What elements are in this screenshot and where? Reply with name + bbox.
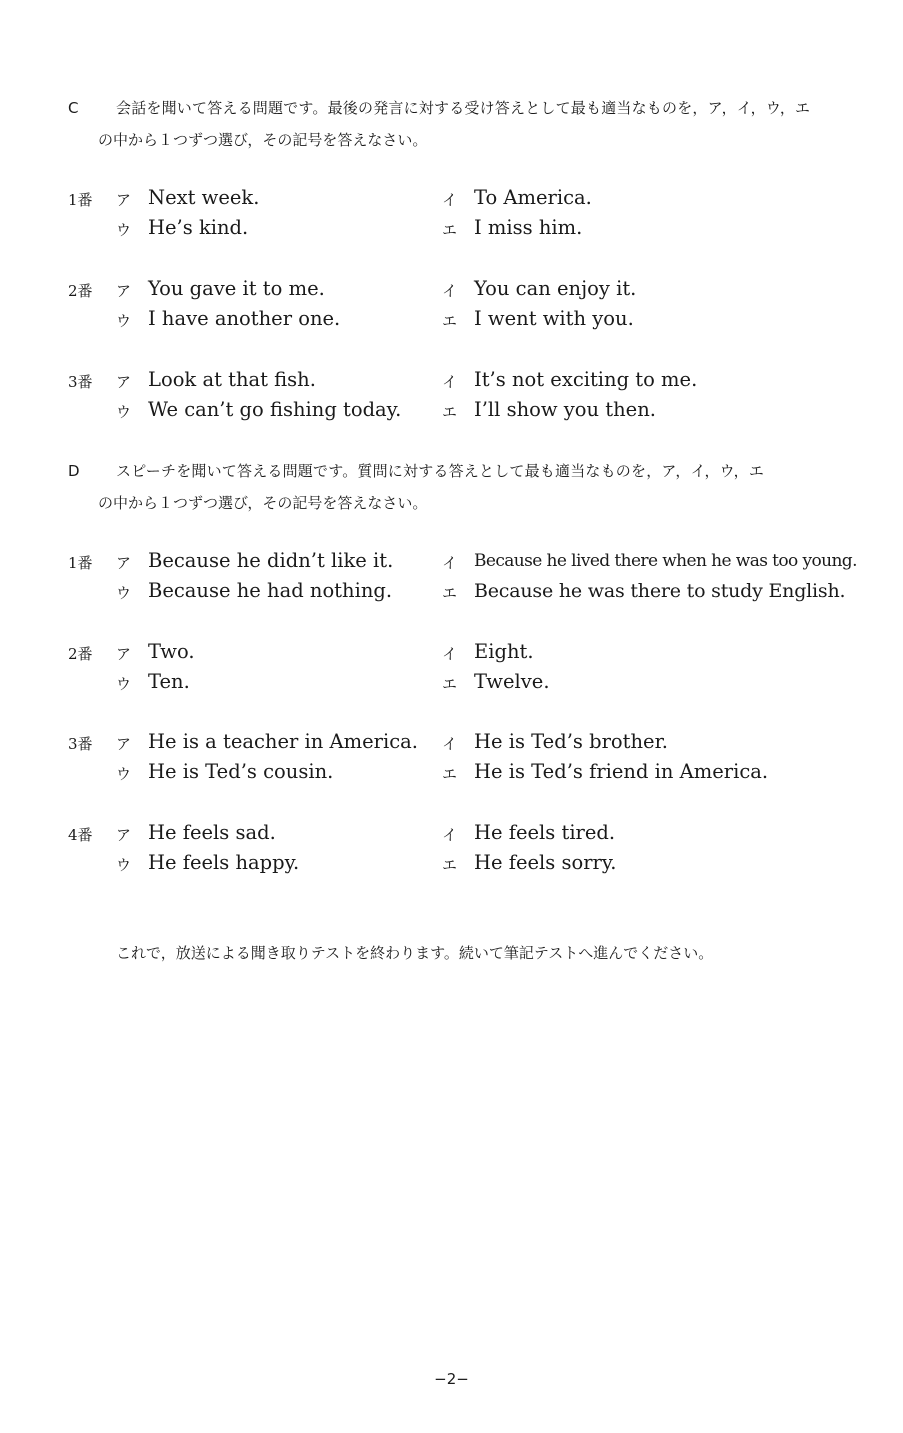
choice-u-label: ウ bbox=[116, 675, 132, 693]
question-number: 2番 bbox=[68, 282, 93, 300]
choice-i-label: イ bbox=[442, 282, 458, 300]
section-d-instructions bbox=[68, 455, 858, 519]
choice-u-label: ウ bbox=[116, 765, 132, 783]
section-d-instruction-line2: の中から１つずつ選び，その記号を答えなさい。 bbox=[98, 494, 428, 512]
choice-a-label: ア bbox=[116, 191, 132, 209]
choice-e-text: He is Ted’s friend in America. bbox=[474, 760, 769, 783]
choice-e-text: He feels sorry. bbox=[474, 851, 617, 874]
choice-i-text: Eight. bbox=[474, 640, 534, 663]
choice-u-label: ウ bbox=[116, 856, 132, 874]
choice-e-label: エ bbox=[442, 675, 458, 693]
section-c-instruction-line1: 会話を聞いて答える問題です。最後の発言に対する受け答えとして最も適当なものを，ア，イ，ウ，エ bbox=[116, 99, 811, 117]
section-c-question-2 bbox=[0, 274, 903, 336]
section-d-question-4 bbox=[0, 818, 903, 880]
choice-e-label: エ bbox=[442, 765, 458, 783]
choice-i-label: イ bbox=[442, 645, 458, 663]
choice-u-label: ウ bbox=[116, 584, 132, 602]
choice-a-label: ア bbox=[116, 554, 132, 572]
choice-a-text: Next week. bbox=[148, 186, 260, 209]
choice-i-label: イ bbox=[442, 826, 458, 844]
section-d-letter: D bbox=[68, 462, 80, 480]
question-number: 1番 bbox=[68, 554, 93, 572]
section-d-question-1 bbox=[0, 546, 903, 608]
section-c-instructions bbox=[68, 92, 858, 156]
question-number: 2番 bbox=[68, 645, 93, 663]
question-number: 3番 bbox=[68, 735, 93, 753]
choice-u-text: He is Ted’s cousin. bbox=[148, 760, 334, 783]
choice-u-label: ウ bbox=[116, 312, 132, 330]
section-d-question-3 bbox=[0, 727, 903, 789]
choice-a-text: He feels sad. bbox=[148, 821, 276, 844]
choice-a-label: ア bbox=[116, 735, 132, 753]
choice-a-text: Because he didn’t like it. bbox=[148, 549, 394, 572]
choice-u-text: Ten. bbox=[148, 670, 190, 693]
choice-i-text: He is Ted’s brother. bbox=[474, 730, 668, 753]
choice-u-text: Because he had nothing. bbox=[148, 579, 393, 602]
question-number: 4番 bbox=[68, 826, 93, 844]
section-c-question-1 bbox=[0, 183, 903, 245]
choice-e-label: エ bbox=[442, 221, 458, 239]
choice-i-label: イ bbox=[442, 735, 458, 753]
choice-a-label: ア bbox=[116, 645, 132, 663]
section-c-instruction-line2: の中から１つずつ選び，その記号を答えなさい。 bbox=[98, 131, 428, 149]
choice-i-label: イ bbox=[442, 191, 458, 209]
choice-e-label: エ bbox=[442, 584, 458, 602]
choice-a-label: ア bbox=[116, 373, 132, 391]
question-number: 1番 bbox=[68, 191, 93, 209]
choice-a-text: Look at that fish. bbox=[148, 368, 316, 391]
choice-e-text: I miss him. bbox=[474, 216, 583, 239]
closing-text: これで，放送による聞き取りテストを終わります。続いて筆記テストへ進んでください。 bbox=[116, 944, 714, 962]
choice-i-text: It’s not exciting to me. bbox=[474, 368, 698, 391]
choice-a-label: ア bbox=[116, 282, 132, 300]
page-number: −2− bbox=[434, 1370, 469, 1388]
choice-e-text: I went with you. bbox=[474, 307, 634, 330]
choice-i-text: Because he lived there when he was too young. bbox=[474, 551, 857, 571]
choice-u-text: He’s kind. bbox=[148, 216, 249, 239]
section-d-instruction-line1: スピーチを聞いて答える問題です。質問に対する答えとして最も適当なものを，ア，イ，ウ，エ bbox=[116, 462, 765, 480]
choice-u-text: We can’t go fishing today. bbox=[148, 398, 402, 421]
choice-a-label: ア bbox=[116, 826, 132, 844]
choice-u-text: I have another one. bbox=[148, 307, 341, 330]
choice-a-text: You gave it to me. bbox=[148, 277, 325, 300]
section-c-question-3 bbox=[0, 365, 903, 427]
section-c-letter: C bbox=[68, 99, 79, 117]
choice-u-text: He feels happy. bbox=[148, 851, 300, 874]
section-d-question-2 bbox=[0, 637, 903, 699]
choice-e-text: I’ll show you then. bbox=[474, 398, 656, 421]
choice-a-text: Two. bbox=[148, 640, 195, 663]
choice-e-text: Because he was there to study English. bbox=[474, 580, 846, 602]
choice-e-label: エ bbox=[442, 403, 458, 421]
choice-u-label: ウ bbox=[116, 403, 132, 421]
choice-u-label: ウ bbox=[116, 221, 132, 239]
choice-i-text: To America. bbox=[474, 186, 592, 209]
choice-e-text: Twelve. bbox=[474, 670, 550, 693]
choice-i-label: イ bbox=[442, 373, 458, 391]
choice-e-label: エ bbox=[442, 312, 458, 330]
choice-i-label: イ bbox=[442, 554, 458, 572]
choice-i-text: He feels tired. bbox=[474, 821, 616, 844]
choice-a-text: He is a teacher in America. bbox=[148, 730, 418, 753]
choice-i-text: You can enjoy it. bbox=[474, 277, 637, 300]
choice-e-label: エ bbox=[442, 856, 458, 874]
question-number: 3番 bbox=[68, 373, 93, 391]
